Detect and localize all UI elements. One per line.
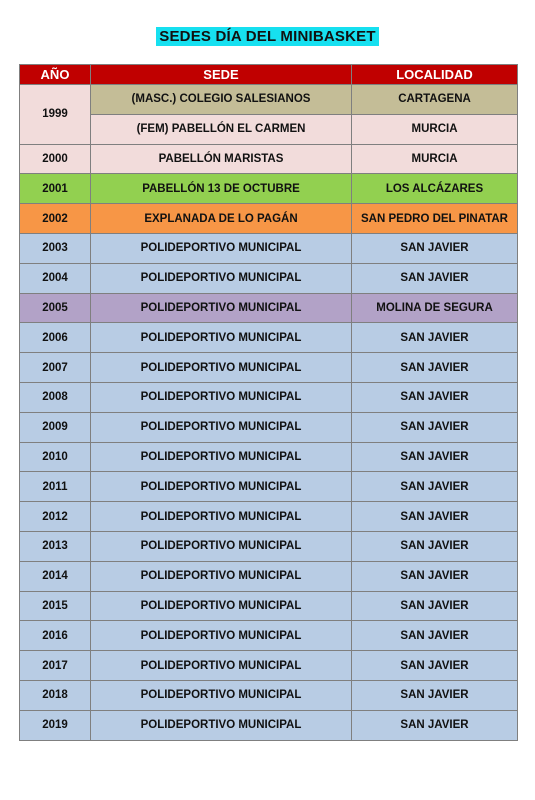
table-row xyxy=(20,561,518,591)
venue-cell: POLIDEPORTIVO MUNICIPAL xyxy=(91,263,352,293)
header-venue: SEDE xyxy=(91,65,352,85)
year-cell: 2018 xyxy=(20,680,91,710)
venue-cell: POLIDEPORTIVO MUNICIPAL xyxy=(91,472,352,502)
table-row xyxy=(20,85,518,115)
venue-cell: POLIDEPORTIVO MUNICIPAL xyxy=(91,502,352,532)
city-cell: CARTAGENA xyxy=(352,85,518,115)
city-cell: SAN JAVIER xyxy=(352,412,518,442)
city-cell: SAN JAVIER xyxy=(352,531,518,561)
year-cell: 2017 xyxy=(20,651,91,681)
year-cell: 2001 xyxy=(20,174,91,204)
city-cell: SAN JAVIER xyxy=(352,382,518,412)
header-city: LOCALIDAD xyxy=(352,65,518,85)
year-cell: 2002 xyxy=(20,204,91,234)
venue-cell: POLIDEPORTIVO MUNICIPAL xyxy=(91,621,352,651)
table-header-row xyxy=(20,65,518,85)
venue-cell: (FEM) PABELLÓN EL CARMEN xyxy=(91,114,352,144)
city-cell: SAN JAVIER xyxy=(352,621,518,651)
table-row xyxy=(20,680,518,710)
year-cell: 2009 xyxy=(20,412,91,442)
year-cell: 2019 xyxy=(20,710,91,740)
city-cell: SAN JAVIER xyxy=(352,651,518,681)
table-row xyxy=(20,114,518,144)
city-cell: LOS ALCÁZARES xyxy=(352,174,518,204)
year-cell: 2013 xyxy=(20,531,91,561)
table-row xyxy=(20,412,518,442)
table-row xyxy=(20,263,518,293)
year-cell: 2007 xyxy=(20,353,91,383)
year-cell: 2012 xyxy=(20,502,91,532)
table-row xyxy=(20,204,518,234)
city-cell: SAN JAVIER xyxy=(352,233,518,263)
title-container xyxy=(0,27,535,46)
city-cell: SAN JAVIER xyxy=(352,263,518,293)
table-row xyxy=(20,502,518,532)
table-row xyxy=(20,323,518,353)
venue-cell: (MASC.) COLEGIO SALESIANOS xyxy=(91,85,352,115)
year-cell: 2010 xyxy=(20,442,91,472)
city-cell: SAN JAVIER xyxy=(352,591,518,621)
table-row xyxy=(20,442,518,472)
year-cell: 2000 xyxy=(20,144,91,174)
city-cell: SAN JAVIER xyxy=(352,502,518,532)
table-row xyxy=(20,353,518,383)
year-cell: 2015 xyxy=(20,591,91,621)
city-cell: SAN JAVIER xyxy=(352,323,518,353)
table-row xyxy=(20,174,518,204)
city-cell: SAN JAVIER xyxy=(352,561,518,591)
venue-cell: POLIDEPORTIVO MUNICIPAL xyxy=(91,531,352,561)
venue-cell: POLIDEPORTIVO MUNICIPAL xyxy=(91,293,352,323)
year-cell: 2014 xyxy=(20,561,91,591)
venue-cell: PABELLÓN MARISTAS xyxy=(91,144,352,174)
year-cell: 2003 xyxy=(20,233,91,263)
table-row xyxy=(20,293,518,323)
venue-cell: POLIDEPORTIVO MUNICIPAL xyxy=(91,680,352,710)
city-cell: MURCIA xyxy=(352,114,518,144)
header-year: AÑO xyxy=(20,65,91,85)
venue-cell: POLIDEPORTIVO MUNICIPAL xyxy=(91,382,352,412)
table-row xyxy=(20,710,518,740)
table-row xyxy=(20,382,518,412)
venue-cell: POLIDEPORTIVO MUNICIPAL xyxy=(91,651,352,681)
city-cell: SAN JAVIER xyxy=(352,472,518,502)
city-cell: SAN JAVIER xyxy=(352,710,518,740)
table-row xyxy=(20,621,518,651)
venue-cell: POLIDEPORTIVO MUNICIPAL xyxy=(91,323,352,353)
year-cell: 2004 xyxy=(20,263,91,293)
venue-cell: POLIDEPORTIVO MUNICIPAL xyxy=(91,233,352,263)
city-cell: MURCIA xyxy=(352,144,518,174)
table-row xyxy=(20,144,518,174)
year-cell: 1999 xyxy=(20,85,91,145)
city-cell: SAN PEDRO DEL PINATAR xyxy=(352,204,518,234)
city-cell: SAN JAVIER xyxy=(352,442,518,472)
year-cell: 2008 xyxy=(20,382,91,412)
page-title: SEDES DÍA DEL MINIBASKET xyxy=(156,27,379,46)
table-row xyxy=(20,651,518,681)
venues-table xyxy=(19,64,518,741)
year-cell: 2006 xyxy=(20,323,91,353)
city-cell: SAN JAVIER xyxy=(352,353,518,383)
venue-cell: POLIDEPORTIVO MUNICIPAL xyxy=(91,710,352,740)
venue-cell: EXPLANADA DE LO PAGÁN xyxy=(91,204,352,234)
table-row xyxy=(20,591,518,621)
year-cell: 2016 xyxy=(20,621,91,651)
city-cell: MOLINA DE SEGURA xyxy=(352,293,518,323)
venue-cell: POLIDEPORTIVO MUNICIPAL xyxy=(91,353,352,383)
year-cell: 2005 xyxy=(20,293,91,323)
year-cell: 2011 xyxy=(20,472,91,502)
city-cell: SAN JAVIER xyxy=(352,680,518,710)
venue-cell: POLIDEPORTIVO MUNICIPAL xyxy=(91,412,352,442)
table-row xyxy=(20,531,518,561)
venue-cell: POLIDEPORTIVO MUNICIPAL xyxy=(91,591,352,621)
table-row xyxy=(20,472,518,502)
venue-cell: POLIDEPORTIVO MUNICIPAL xyxy=(91,561,352,591)
venue-cell: POLIDEPORTIVO MUNICIPAL xyxy=(91,442,352,472)
table-row xyxy=(20,233,518,263)
venue-cell: PABELLÓN 13 DE OCTUBRE xyxy=(91,174,352,204)
